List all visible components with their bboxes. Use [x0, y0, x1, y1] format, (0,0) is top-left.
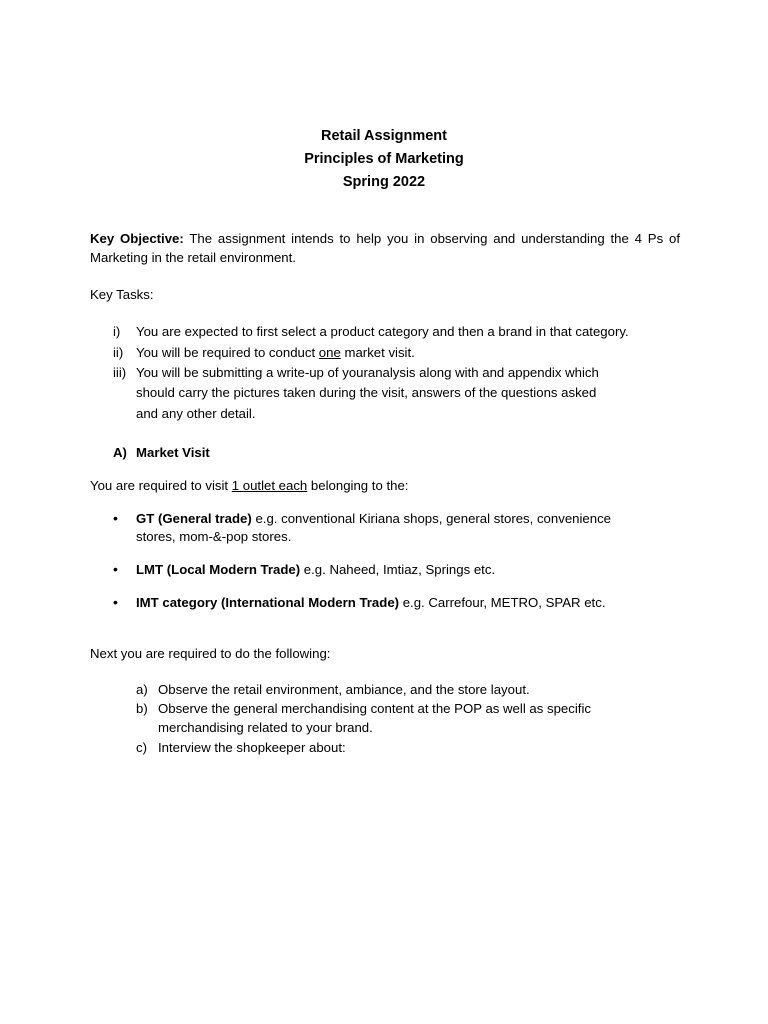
bullet-term: LMT (Local Modern Trade)	[136, 562, 301, 577]
bullet-term: GT (General trade)	[136, 511, 252, 526]
market-visit-intro	[90, 478, 408, 493]
intro-emphasis: 1 outlet each	[231, 478, 308, 493]
task-text-emphasis: one	[318, 345, 341, 360]
bullet-text: e.g. Carrefour, METRO, SPAR etc.	[399, 595, 606, 610]
bullet-text: e.g. conventional Kiriana shops, general stores, convenience	[251, 511, 612, 526]
objective-text-1: The assignment intends to help you in observing and understanding the 4 Ps of	[183, 231, 680, 246]
objective-label: Key Objective:	[90, 231, 184, 246]
objective-line-1	[90, 231, 680, 246]
bullet-item	[136, 562, 495, 577]
bullet-text: e.g. Naheed, Imtiaz, Springs etc.	[300, 562, 496, 577]
task-text-line-2: should carry the pictures taken during the visit, answers of the questions asked	[136, 385, 597, 400]
bullet-term: IMT category (International Modern Trade)	[136, 595, 400, 610]
section-heading: Market Visit	[136, 445, 210, 460]
task-text	[136, 345, 415, 360]
intro-pre: You are required to visit	[90, 478, 232, 493]
bullet-text-line-2: stores, mom-&-pop stores.	[136, 529, 292, 544]
step-text: Interview the shopkeeper about:	[158, 740, 346, 755]
bullet-item	[136, 511, 611, 526]
bullet-icon: •	[113, 510, 118, 526]
step-text-line-2: merchandising related to your brand.	[158, 720, 373, 735]
task-number: iii)	[113, 365, 127, 380]
term-label: Spring 2022	[342, 174, 426, 190]
bullet-item	[136, 595, 605, 610]
task-number: ii)	[113, 345, 124, 360]
bullet-icon: •	[113, 561, 118, 577]
task-text: You are expected to first select a product category and then a brand in that category.	[136, 324, 629, 339]
intro-post: belonging to the:	[307, 478, 409, 493]
step-number: a)	[136, 682, 148, 697]
tasks-heading: Key Tasks:	[90, 287, 154, 302]
task-text-post: market visit.	[340, 345, 415, 360]
bullet-icon: •	[113, 594, 118, 610]
step-number: b)	[136, 701, 148, 716]
course-name: Principles of Marketing	[304, 151, 464, 167]
next-steps-intro: Next you are required to do the following:	[90, 646, 331, 661]
document-title: Retail Assignment	[321, 128, 447, 144]
step-number: c)	[136, 740, 147, 755]
objective-line-2: Marketing in the retail environment.	[90, 250, 296, 265]
task-text-pre: You will be required to conduct	[136, 345, 319, 360]
task-text-line-3: and any other detail.	[136, 406, 256, 421]
section-number: A)	[113, 445, 127, 460]
step-text-line-1: Observe the general merchandising content at the POP as well as specific	[158, 701, 591, 716]
task-number: i)	[113, 324, 121, 339]
task-text-line-1: You will be submitting a write-up of youranalysis along with and appendix which	[136, 365, 599, 380]
step-text: Observe the retail environment, ambiance, and the store layout.	[158, 682, 530, 697]
